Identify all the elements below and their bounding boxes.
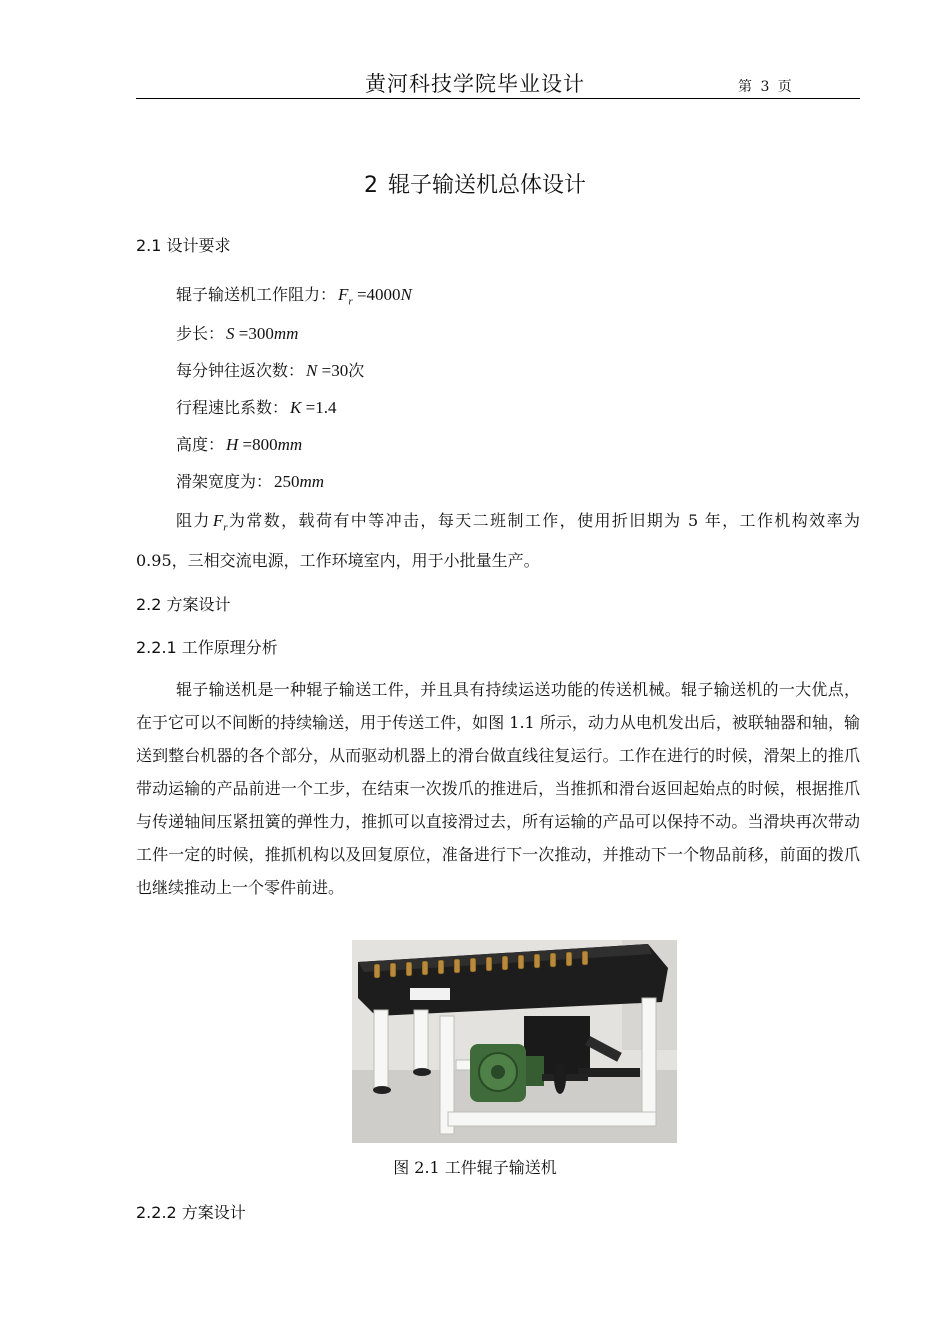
param-label: 行程速比系数： <box>176 398 289 417</box>
chapter-title-text: 辊子输送机总体设计 <box>387 173 586 198</box>
param-suffix: 次 <box>348 361 365 380</box>
param-label: 滑架宽度为： <box>176 472 273 491</box>
figure-caption: 图 2.1 工件辊子输送机 <box>393 1158 557 1177</box>
requirements-paragraph: 阻力 $F_r$为常数，载荷有中等冲击，每天二班制工作，使用折旧期为 5 年，工作机构效率为 0.95，三相交流电源，工作环境室内，用于小批量生产。 <box>136 511 860 571</box>
math-formula: 250mm <box>274 472 325 491</box>
param-label: 辊子输送机工作阻力： <box>176 285 337 304</box>
param-frequency <box>176 358 364 381</box>
chapter-number: 2 <box>363 173 378 198</box>
conveyor-photo <box>352 940 677 1143</box>
header-divider <box>136 98 860 99</box>
math-formula: N =30 <box>306 361 349 380</box>
page-number: 第 3 页 <box>738 79 792 95</box>
param-label: 每分钟往返次数： <box>176 361 305 380</box>
param-speed-ratio <box>176 395 336 418</box>
chapter-title <box>0 168 950 199</box>
math-formula: K =1.4 <box>290 398 337 417</box>
param-step <box>176 321 298 344</box>
section-2-2-2-heading: 2.2.2 方案设计 <box>136 1203 246 1222</box>
math-formula: H =800mm <box>226 435 303 454</box>
param-label: 步长： <box>176 324 225 343</box>
param-resistance <box>176 282 412 307</box>
section-2-2-1-heading: 2.2.1 工作原理分析 <box>136 638 278 657</box>
param-width <box>176 469 324 492</box>
param-label: 高度： <box>176 435 225 454</box>
math-formula: $F_r$ <box>212 511 228 534</box>
param-height <box>176 432 302 455</box>
math-formula: $F_r =4000N$ <box>338 285 412 308</box>
math-formula: S =300mm <box>226 324 299 343</box>
principle-paragraph: 辊子输送机是一种辊子输送工件，并且具有持续运送功能的传送机械。辊子输送机的一大优点，在于它可以不间断的持续输送，用于传送工件，如图 1.1 所示，动力从电机发出后，被联轴器和轴，输送到整台机器的各个部分，从而驱动机器上的滑台做直线往复运行。工作在进行的时候，滑架上的推爪带动运输的产品前进一个工步，在结束一次拨爪的推进后，当推抓和滑台返回起始点的时候，根据推爪与传递轴间压紧扭簧的弹性力，推抓可以直接滑过去，所有运输的产品可以保持不动。当滑块再次带动工件一定的时候，推抓机构以及回复原位，准备进行下一次推动，并推动下一个物品前移，前面的拨爪也继续推动上一个零件前进。 <box>136 680 860 897</box>
header-title: 黄河科技学院毕业设计 <box>365 72 585 96</box>
section-2-2-heading: 2.2 方案设计 <box>136 595 231 614</box>
section-2-1-heading: 2.1 设计要求 <box>136 236 231 255</box>
